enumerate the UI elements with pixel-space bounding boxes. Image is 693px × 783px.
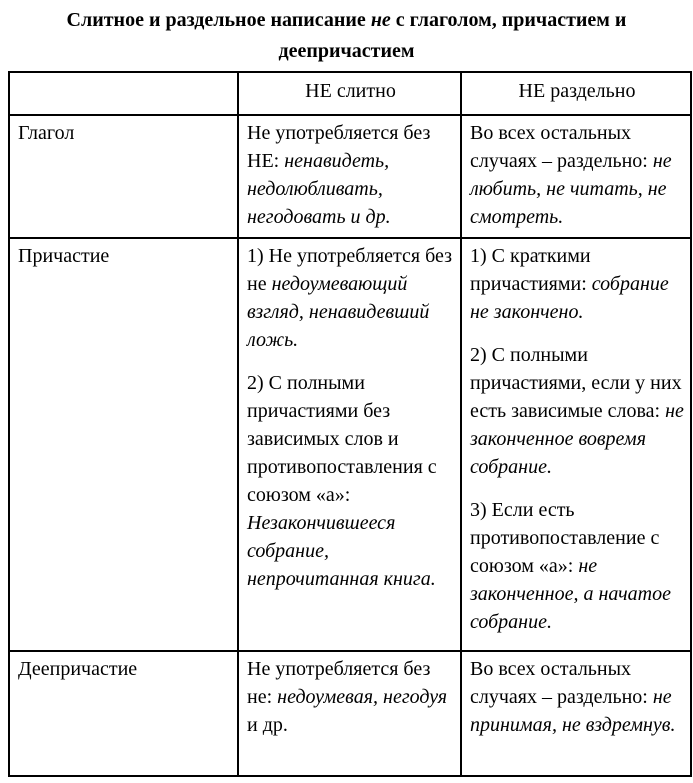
cell-prichastie-razdelno (461, 238, 691, 651)
rule-text: Не употребляется без не: (247, 658, 431, 708)
rule-text: Во всех остальных случаях – раздельно: (470, 658, 653, 708)
example-text: недоумевая, негодуя (277, 686, 448, 708)
example-text: ненавидеть, недолюбливать, негодовать и др. (247, 150, 391, 228)
cell-prichastie-slitno (238, 238, 461, 651)
ne-spelling-table (8, 71, 692, 777)
header-empty-cell (9, 72, 238, 115)
rule-text: 1) Не употребляется без не (247, 245, 453, 295)
rule-text: Слитное и раздельное написание (66, 9, 371, 31)
example-text: недоумевающий взгляд, ненавидевший ложь. (247, 273, 430, 351)
header-ne-slitno: НЕ слитно (238, 72, 461, 115)
rule-text: Во всех остальных случаях – раздельно: (470, 122, 653, 172)
rule-text: и др. (247, 714, 288, 736)
header-row (9, 72, 691, 115)
table-row-deeprichastie (9, 651, 691, 776)
cell-glagol-razdelno (461, 115, 691, 238)
header-ne-razdelno: НЕ раздельно (461, 72, 691, 115)
rule-text: Не употребляется без НЕ: (247, 122, 431, 172)
row-label-deeprichastie: Деепричастие (9, 651, 238, 776)
rule-text: 2) С полными причастиями, если у них есть зависимые слова: (470, 344, 682, 422)
example-text: не (370, 9, 391, 31)
rule-text: 1) С краткими причастиями: (470, 245, 592, 295)
cell-deeprichastie-slitno (238, 651, 461, 776)
example-text: не законченное вовремя собрание. (470, 400, 684, 478)
page-title (0, 0, 693, 67)
example-text: не законченное, а начатое собрание. (470, 555, 671, 633)
rule-text: 2) С полными причастиями без зависимых слов и противопоставления с союзом «а»: (247, 372, 437, 506)
row-label-glagol: Глагол (9, 115, 238, 238)
rule-text: с глаголом, причастием и деепричастием (278, 9, 627, 62)
example-text: собрание не закончено. (470, 273, 669, 323)
row-label-prichastie: Причастие (9, 238, 238, 651)
table-row-prichastie (9, 238, 691, 651)
rule-text: 3) Если есть противопоставление с союзом «а»: (470, 499, 660, 577)
example-text: Незакончившееся собрание, непрочитанная книга. (247, 512, 436, 590)
example-text: не любить, не читать, не смотреть. (470, 150, 672, 228)
example-text: не принимая, не вздремнув. (470, 686, 676, 736)
cell-deeprichastie-razdelno (461, 651, 691, 776)
cell-glagol-slitno (238, 115, 461, 238)
table-row-glagol (9, 115, 691, 238)
